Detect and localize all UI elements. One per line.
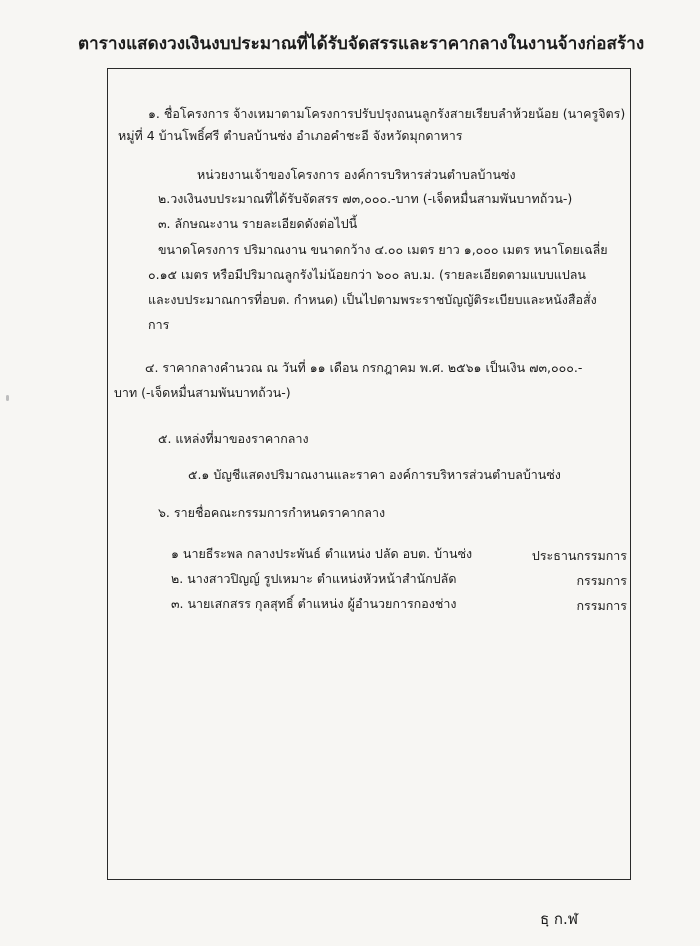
work-type-heading: ๓. ลักษณะงาน รายละเอียดดังต่อไปนี้ <box>158 216 358 231</box>
project-location-line: หมู่ที่ 4 บ้านโพธิ์ศรี ตำบลบ้านซ่ง อำเภอคำชะอี จังหวัดมุกดาหาร <box>118 128 463 143</box>
handwritten-initials: ธฺ ก.ฬ <box>540 910 579 928</box>
committee-member-3: ๓. นายเสกสรร กุลสุทธิ์ ตำแหน่ง ผู้อำนวยการกองช่าง <box>171 596 457 611</box>
committee-heading: ๖. รายชื่อคณะกรรมการกำหนดราคากลาง <box>158 505 386 520</box>
work-detail-line-2: ๐.๑๕ เมตร หรือมีปริมาณลูกรังไม่น้อยกว่า ๖๐๐ ลบ.ม. (รายละเอียดตามแบบแปลน <box>148 267 586 282</box>
committee-member-2: ๒. นางสาวปิญญ์ รูปเหมาะ ตำแหน่งหัวหน้าสำนักปลัด <box>171 571 457 586</box>
committee-role-2: กรรมการ <box>576 573 627 588</box>
work-detail-line-1: ขนาดโครงการ ปริมาณงาน ขนาดกว้าง ๔.๐๐ เมตร ยาว ๑,๐๐๐ เมตร หนาโดยเฉลี่ย <box>158 242 608 257</box>
document-title: ตารางแสดงวงเงินงบประมาณที่ได้รับจัดสรรและราคากลางในงานจ้างก่อสร้าง <box>78 34 645 54</box>
median-price-line: ๔. ราคากลางคำนวณ ณ วันที่ ๑๑ เดือน กรกฎาคม พ.ศ. ๒๕๖๑ เป็นเงิน ๗๓,๐๐๐.- <box>145 360 583 375</box>
price-source-item: ๕.๑ บัญชีแสดงปริมาณงานและราคา องค์การบริหารส่วนตำบลบ้านซ่ง <box>188 467 561 482</box>
work-detail-line-4: การ <box>148 317 170 332</box>
price-source-heading: ๕. แหล่งที่มาของราคากลาง <box>158 431 309 446</box>
project-owner-line: หน่วยงานเจ้าของโครงการ องค์การบริหารส่วนตำบลบ้านซ่ง <box>197 167 516 182</box>
budget-line: ๒.วงเงินงบประมาณที่ได้รับจัดสรร ๗๓,๐๐๐.-บาท (-เจ็ดหมื่นสามพันบาทถ้วน-) <box>158 191 573 206</box>
committee-role-1: ประธานกรรมการ <box>531 548 627 563</box>
scan-speck <box>6 395 9 401</box>
median-price-amount-line: บาท (-เจ็ดหมื่นสามพันบาทถ้วน-) <box>114 385 291 400</box>
project-name-line: ๑. ชื่อโครงการ จ้างเหมาตามโครงการปรับปรุงถนนลูกรังสายเรียบลำห้วยน้อย (นาครูจิตร) <box>148 106 626 121</box>
work-detail-line-3: และงบประมาณการที่อบต. กำหนด) เป็นไปตามพระราชบัญญัติระเบียบและหนังสือสั่ง <box>148 292 597 307</box>
committee-member-1: ๑ นายธีระพล กลางประพันธ์ ตำแหน่ง ปลัด อบต. บ้านซ่ง <box>171 546 473 561</box>
committee-role-3: กรรมการ <box>576 598 627 613</box>
